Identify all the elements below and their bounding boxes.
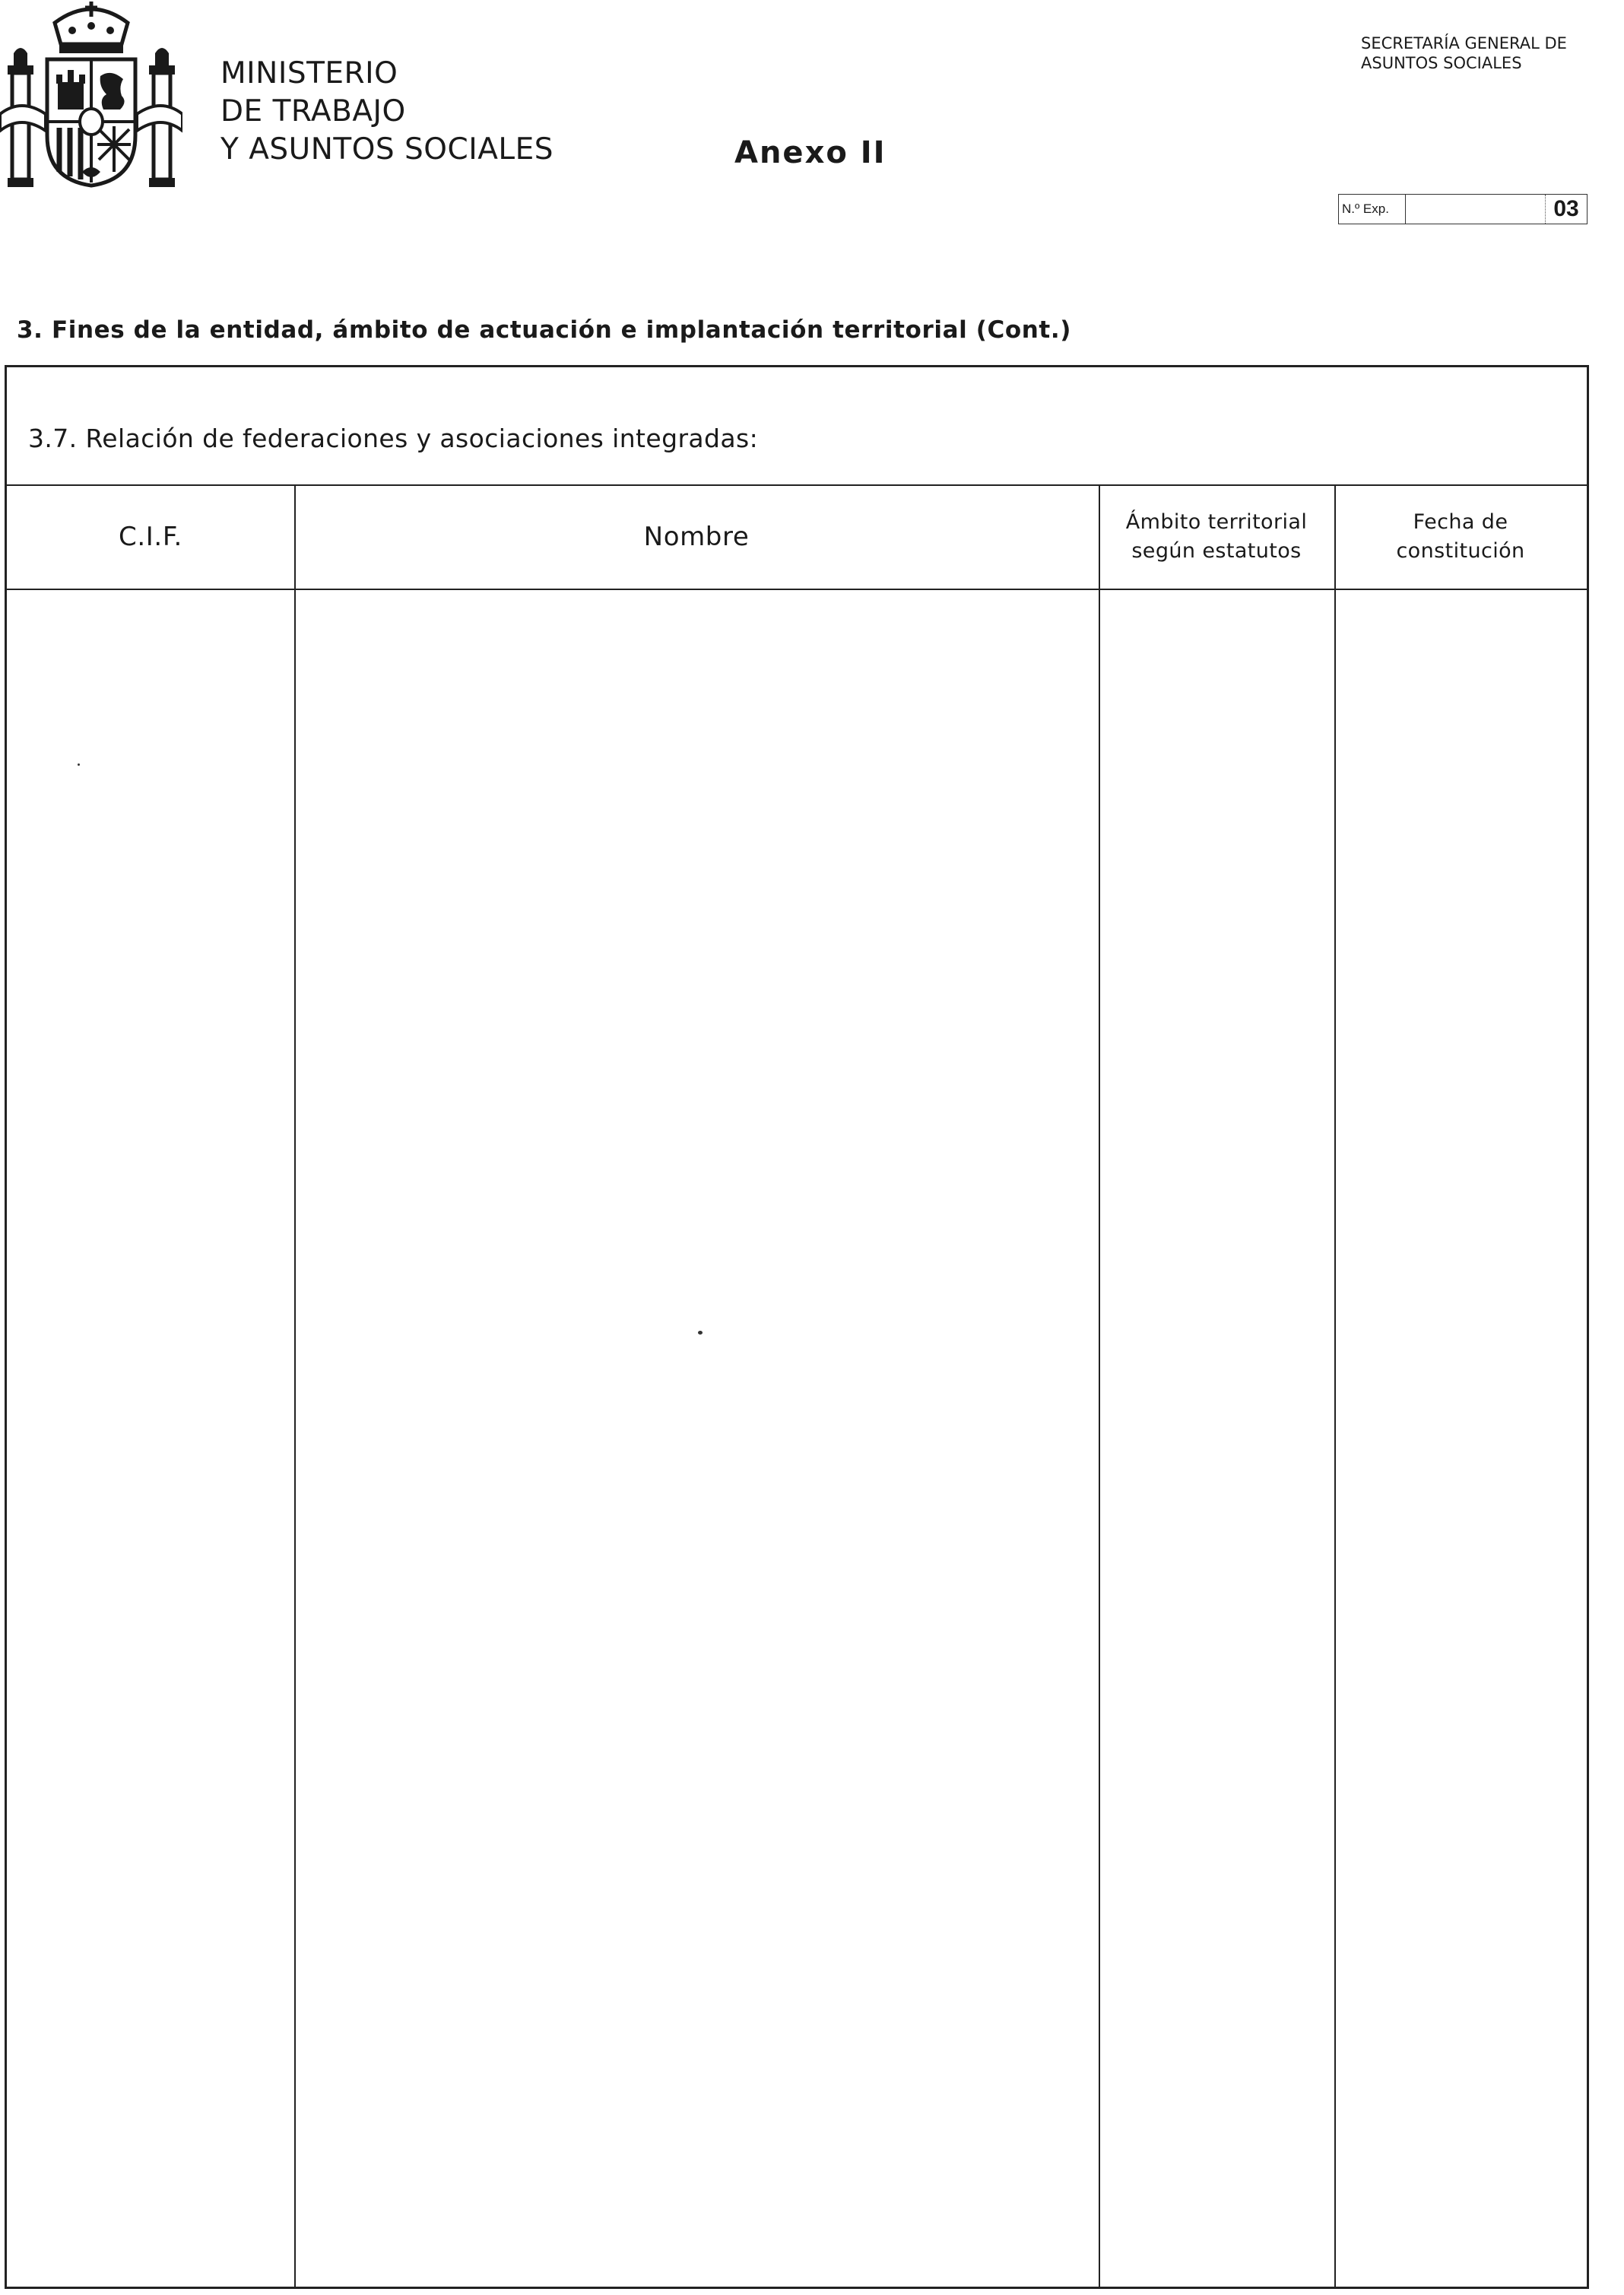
expedient-number-field[interactable] [1406,195,1546,224]
table-caption: 3.7. Relación de federaciones y asociaciones integradas: [28,424,759,453]
column-header-ambito: Ámbito territorial según estatutos [1125,510,1308,563]
ministry-line: DE TRABAJO [220,94,406,129]
fecha-entry-area[interactable] [1336,590,1587,2287]
expedient-label: N.º Exp. [1339,195,1406,224]
coat-of-arms-logo [0,0,182,198]
column-header-nombre: Nombre [643,522,750,552]
cif-entry-area[interactable] [7,590,294,2287]
ministry-name [220,55,553,169]
secretariat-name [1361,33,1567,73]
expedient-number-box [1338,194,1588,224]
secretariat-line: SECRETARÍA GENERAL DE [1361,34,1567,52]
column-header-fecha: Fecha de constitución [1396,510,1525,563]
section-title: 3. Fines de la entidad, ámbito de actuación e implantación territorial (Cont.) [17,316,1071,344]
page-code: 03 [1553,196,1579,221]
table-caption-row [7,367,1587,486]
column-header-cif: C.I.F. [119,522,182,552]
secretariat-line: ASUNTOS SOCIALES [1361,54,1522,72]
scan-speck [78,763,80,766]
ministry-line: MINISTERIO [220,56,398,90]
ministry-line: Y ASUNTOS SOCIALES [220,132,554,167]
integrated-entities-table [5,365,1589,2289]
scan-speck [698,1331,703,1335]
nombre-entry-area[interactable] [296,590,1099,2287]
annex-title: Anexo II [734,135,887,170]
ambito-entry-area[interactable] [1100,590,1334,2287]
